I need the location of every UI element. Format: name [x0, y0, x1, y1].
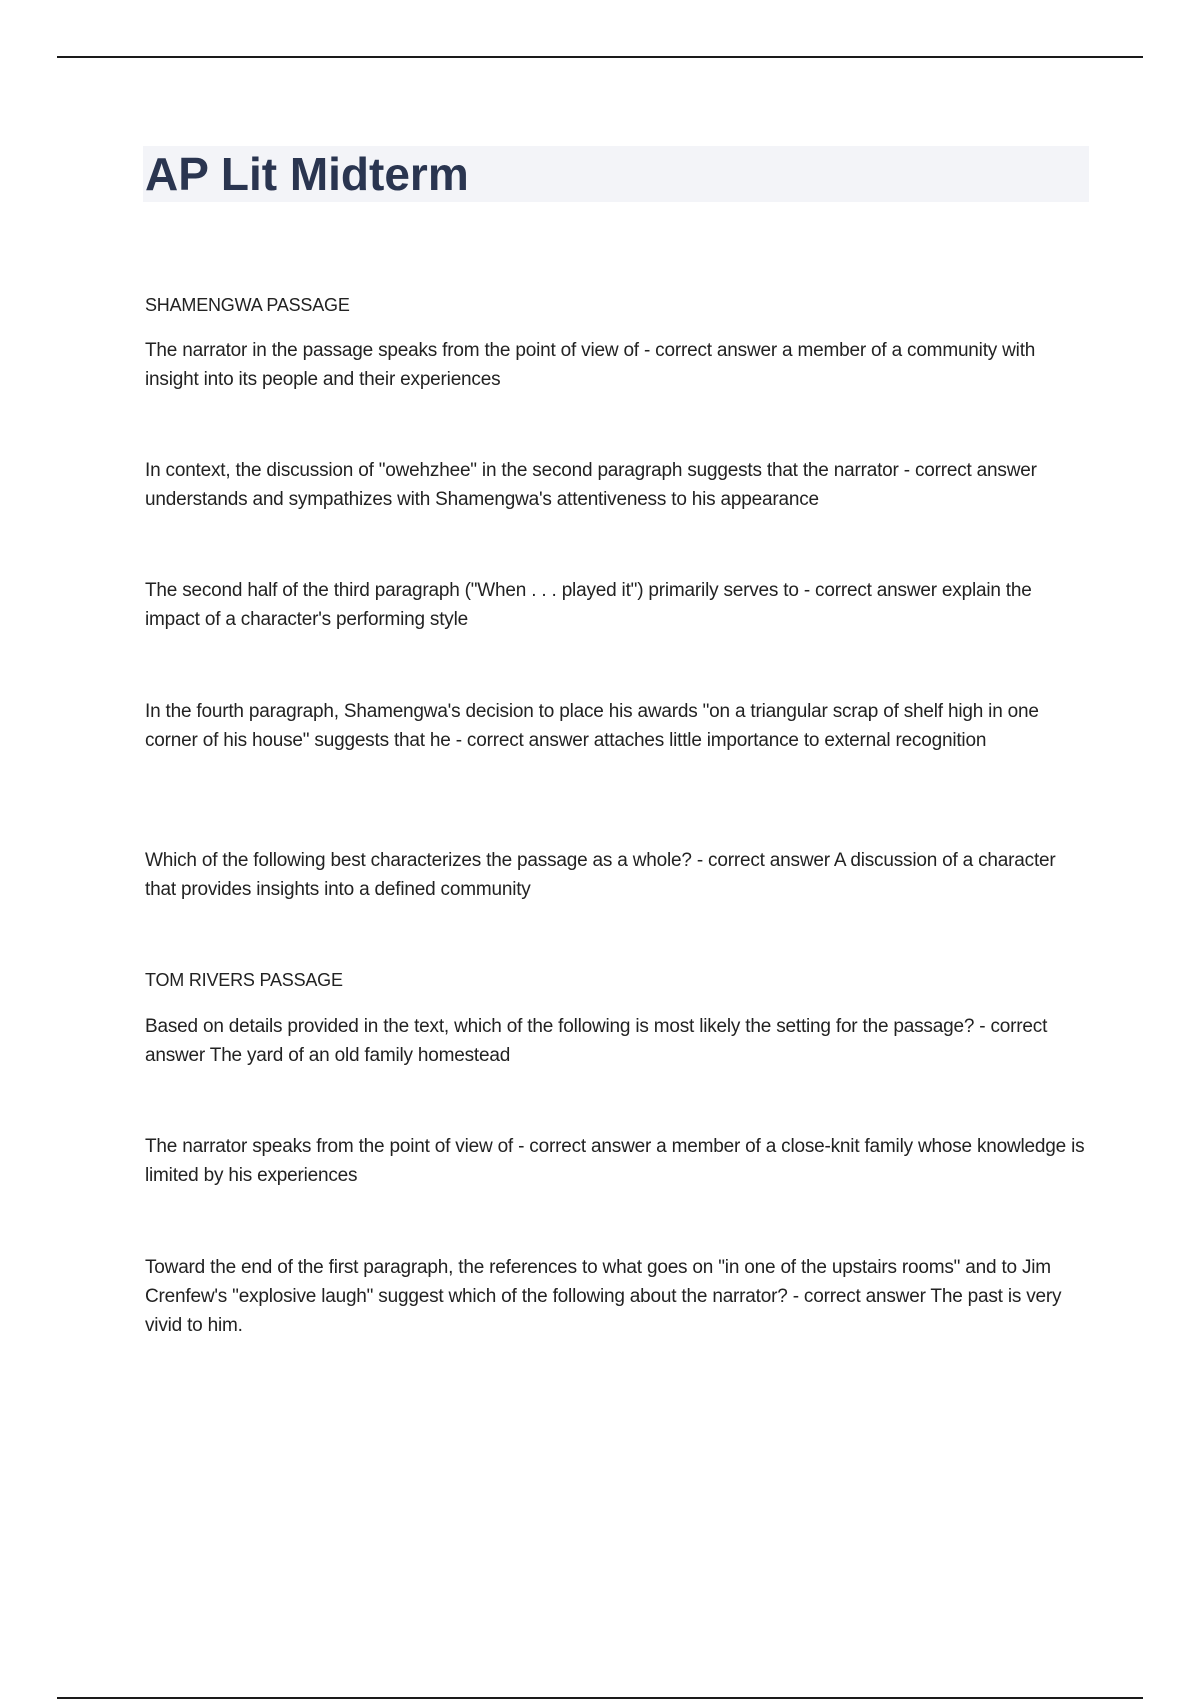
qa-item: The narrator speaks from the point of view of - correct answer a member of a close-knit family whose knowledge is limited by his experiences	[145, 1136, 1085, 1186]
document-title: AP Lit Midterm	[145, 148, 469, 200]
section-heading-shamengwa: SHAMENGWA PASSAGE	[145, 295, 350, 315]
qa-item: In the fourth paragraph, Shamengwa's decision to place his awards "on a triangular scrap of shelf high in one corner of his house" suggests that he - correct answer attaches little importance to external recognition	[145, 701, 1039, 751]
top-rule	[57, 56, 1143, 58]
qa-item: Which of the following best characterizes the passage as a whole? - correct answer A discussion of a character that provides insights into a defined community	[145, 850, 1056, 900]
bottom-rule	[57, 1697, 1143, 1699]
qa-item: The second half of the third paragraph ("When . . . played it") primarily serves to - correct answer explain the impact of a character's performing style	[145, 580, 1032, 630]
qa-item: The narrator in the passage speaks from the point of view of - correct answer a member of a community with insight into its people and their experiences	[145, 340, 1036, 390]
qa-item: Toward the end of the first paragraph, the references to what goes on "in one of the upstairs rooms" and to Jim Crenfew's "explosive laugh" suggest which of the following about the narrator? - correct answer The past is very vivid to him.	[145, 1257, 1062, 1336]
section-heading-tom-rivers: TOM RIVERS PASSAGE	[145, 970, 343, 990]
qa-item: Based on details provided in the text, which of the following is most likely the setting for the passage? - correct answer The yard of an old family homestead	[145, 1016, 1048, 1066]
qa-item: In context, the discussion of "owehzhee" in the second paragraph suggests that the narrator - correct answer understands and sympathizes with Shamengwa's attentiveness to his appearance	[145, 460, 1037, 510]
